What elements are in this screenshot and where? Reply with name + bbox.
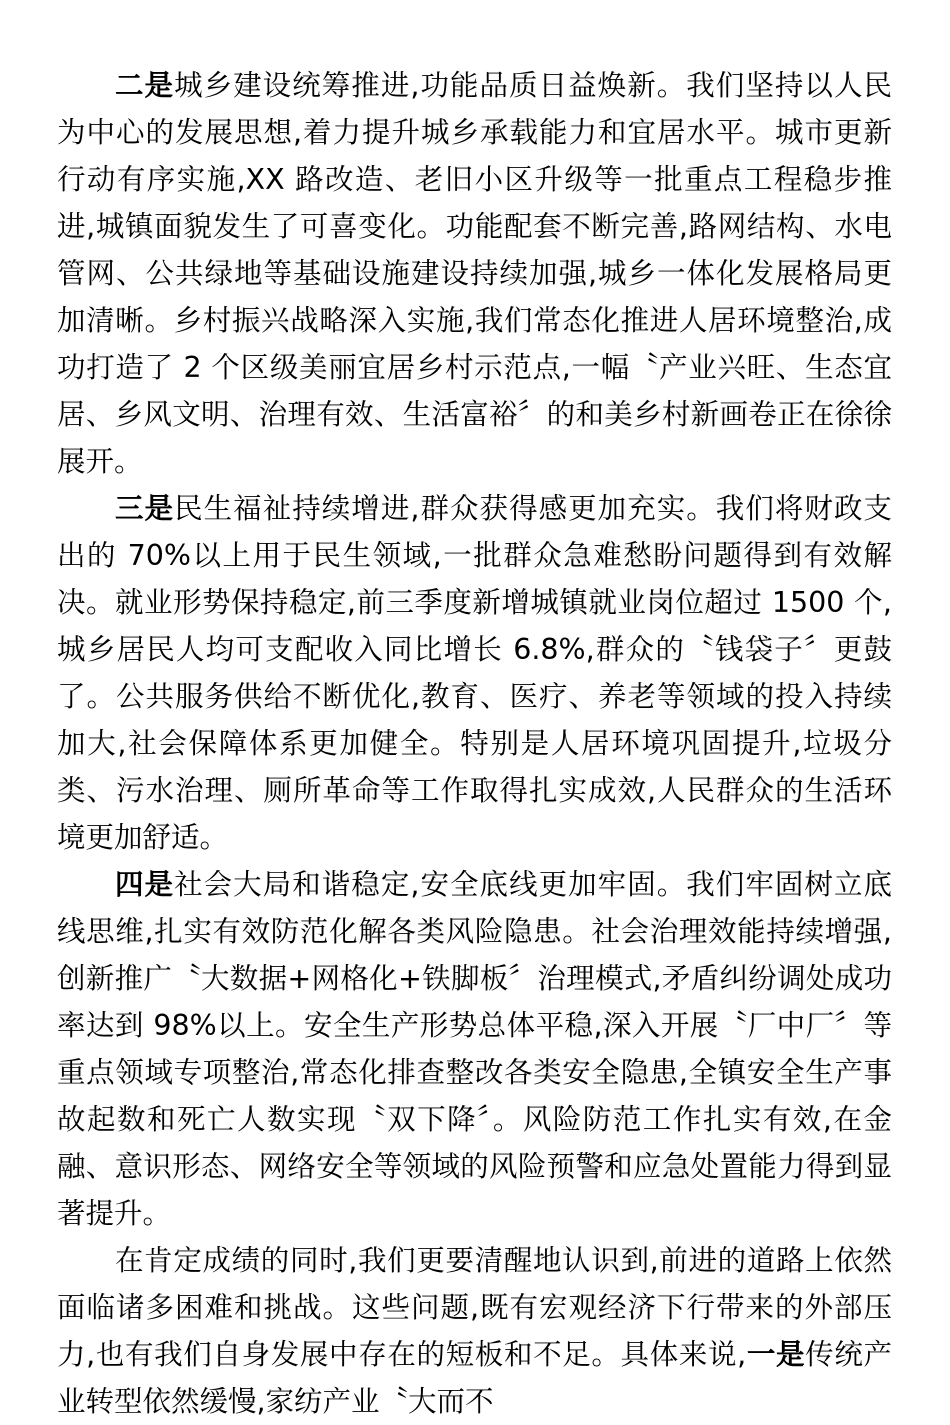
paragraph-text-after-mark: 传统产业转型依然缓慢,家纺产业〝大而不 <box>57 1338 892 1418</box>
paragraph-er-shi <box>57 62 892 485</box>
paragraph-san-shi <box>57 485 892 861</box>
paragraph-lead-marker: 二是 <box>115 69 175 102</box>
inline-lead-marker: 一是 <box>746 1338 806 1371</box>
paragraph-lead-marker: 三是 <box>115 492 175 525</box>
paragraph-text: 城乡建设统筹推进,功能品质日益焕新。我们坚持以人民为中心的发展思想,着力提升城乡承载能力和宜居水平。城市更新行动有序实施,XX 路改造、老旧小区升级等一批重点工程稳步推进,城镇面貌发生了可喜变化。功能配套不断完善,路网结构、水电管网、公共绿地等基础设施建设持续加强,城乡一体化发展格局更加清晰。乡村振兴战略深入实施,我们常态化推进人居环境整治,成功打造了 2 个区级美丽宜居乡村示范点,一幅〝产业兴旺、生态宜居、乡风文明、治理有效、生活富裕〞的和美乡村新画卷正在徐徐展开。 <box>57 69 892 478</box>
paragraph-si-shi <box>57 861 892 1237</box>
paragraph-challenges <box>57 1237 892 1425</box>
paragraph-text: 民生福祉持续增进,群众获得感更加充实。我们将财政支出的 70%以上用于民生领域,一批群众急难愁盼问题得到有效解决。就业形势保持稳定,前三季度新增城镇就业岗位超过 1500 个,城乡居民人均可支配收入同比增长 6.8%,群众的〝钱袋子〞更鼓了。公共服务供给不断优化,教育、医疗、养老等领域的投入持续加大,社会保障体系更加健全。特别是人居环境巩固提升,垃圾分类、污水治理、厕所革命等工作取得扎实成效,人民群众的生活环境更加舒适。 <box>57 492 892 854</box>
paragraph-text: 社会大局和谐稳定,安全底线更加牢固。我们牢固树立底线思维,扎实有效防范化解各类风险隐患。社会治理效能持续增强,创新推广〝大数据+网格化+铁脚板〞治理模式,矛盾纠纷调处成功率达到 98%以上。安全生产形势总体平稳,深入开展〝厂中厂〞等重点领域专项整治,常态化排查整改各类安全隐患,全镇安全生产事故起数和死亡人数实现〝双下降〞。风险防范工作扎实有效,在金融、意识形态、网络安全等领域的风险预警和应急处置能力得到显著提升。 <box>57 868 892 1230</box>
paragraph-text-before-mark: 在肯定成绩的同时,我们更要清醒地认识到,前进的道路上依然面临诸多困难和挑战。这些问题,既有宏观经济下行带来的外部压力,也有我们自身发展中存在的短板和不足。具体来说, <box>57 1244 892 1371</box>
paragraph-lead-marker: 四是 <box>115 868 175 901</box>
document-body <box>57 62 892 1425</box>
